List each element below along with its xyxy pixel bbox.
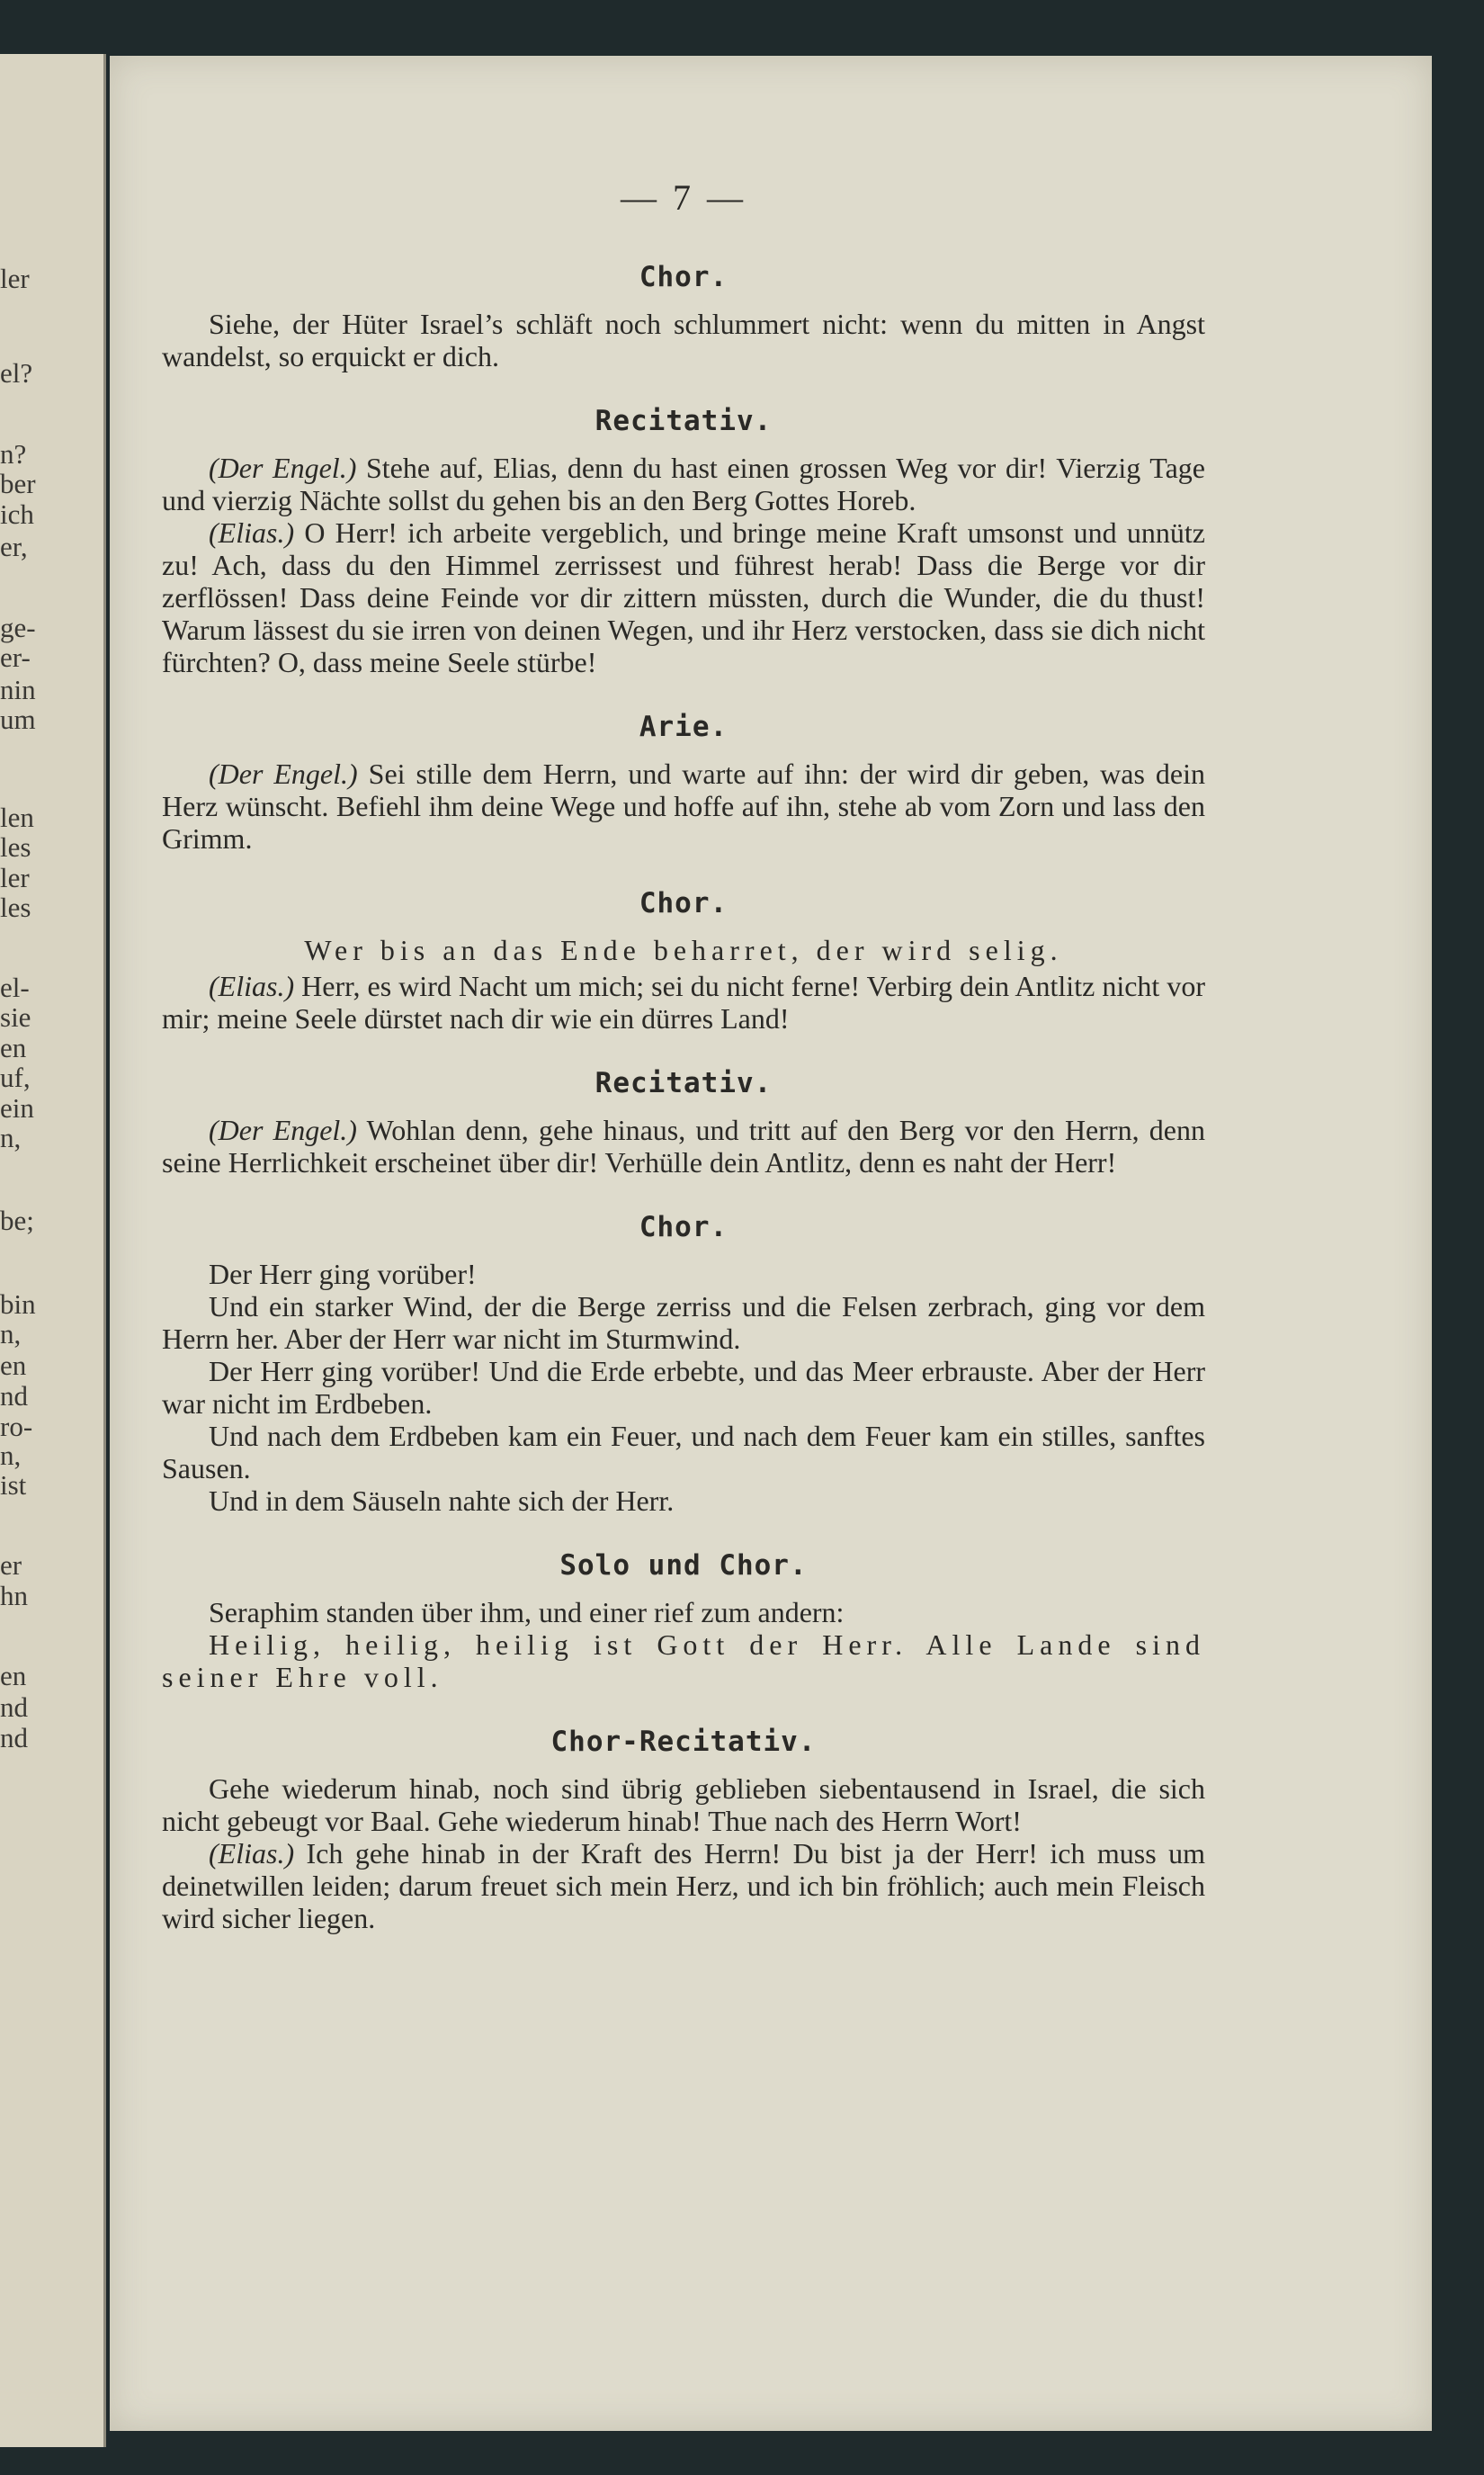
verse-paragraph <box>162 758 1205 855</box>
facing-page-fragment: um <box>0 704 36 735</box>
facing-page-fragment: nd <box>0 1691 28 1723</box>
facing-page-fragment: les <box>0 892 31 923</box>
facing-page-fragment: en <box>0 1032 27 1063</box>
verse-paragraph <box>162 308 1205 372</box>
verse-text: Stehe auf, Elias, denn du hast einen grossen Weg vor dir! Vierzig Tage und vierzig Nächte sollst du gehen bis an den Berg Gottes Horeb. <box>162 452 1206 516</box>
facing-page-edge <box>0 54 106 2447</box>
verse-text: Wer bis an das Ende beharret, der wird selig. <box>304 934 1063 966</box>
speaker-label: (Elias.) <box>209 516 295 549</box>
verse-paragraph <box>162 1420 1205 1484</box>
verse-text: O Herr! ich arbeite vergeblich, und bringe meine Kraft umsonst und unnütz zu! Ach, dass du den Himmel zerrissest und führest herab! Dass die Berge vor dir zerflössen! Dass deine Feinde vor dir zittern müssten, durch die Wunder, die du thust! Warum lässest du sie irren von deinen Wegen, und ihr Herz verstocken, dass sie dich nicht fürchten? O, dass meine Seele stürbe! <box>162 516 1205 678</box>
facing-page-fragment: be; <box>0 1205 34 1236</box>
section-heading: Solo und Chor. <box>559 1549 808 1582</box>
verse-text: Heilig, heilig, heilig ist Gott der Herr. Alle Lande sind seiner Ehre voll. <box>162 1628 1205 1693</box>
section-heading: Chor-Recitativ. <box>550 1726 817 1758</box>
verse-text: Sei stille dem Herrn, und warte auf ihn: der wird dir geben, was dein Herz wünscht. Befiehl ihm deine Wege und hoffe auf ihn, stehe ab vom Zorn und lass den Grimm. <box>162 758 1206 855</box>
speaker-label: (Der Engel.) <box>209 1114 357 1146</box>
facing-page-fragment: ler <box>0 862 30 893</box>
facing-page-fragment: ein <box>0 1092 34 1124</box>
verse-text: Ich gehe hinab in der Kraft des Herrn! Du bist ja der Herr! ich muss um deinetwillen leiden; darum freuet sich mein Herz, und ich bin fröhlich; auch mein Fleisch wird sicher liegen. <box>162 1837 1205 1934</box>
facing-page-fragment: n? <box>0 438 27 470</box>
verse-paragraph <box>162 452 1205 516</box>
facing-page-fragment: uf, <box>0 1062 31 1093</box>
facing-page-fragment: n, <box>0 1439 22 1471</box>
verse-text: Der Herr ging vorüber! <box>209 1258 477 1290</box>
verse-paragraph <box>162 1355 1205 1420</box>
verse-text: Und nach dem Erdbeben kam ein Feuer, und nach dem Feuer kam ein stilles, sanftes Sausen. <box>162 1420 1205 1484</box>
verse-text: Der Herr ging vorüber! Und die Erde erbebte, und das Meer erbrauste. Aber der Herr war nicht im Erdbeben. <box>162 1355 1205 1420</box>
verse-text: Wohlan denn, gehe hinaus, und tritt auf den Berg vor den Herrn, denn seine Herrlichkeit erscheinet über dir! Verhülle dein Antlitz, denn es naht der Herr! <box>162 1114 1206 1179</box>
facing-page-fragment: les <box>0 831 31 863</box>
facing-page-fragment: ro- <box>0 1411 33 1442</box>
facing-page-fragment: sie <box>0 1001 31 1033</box>
verse-text: Siehe, der Hüter Israel’s schläft noch schlummert nicht: wenn du mitten in Angst wandelst, so erquickt er dich. <box>162 308 1205 372</box>
verse-text: Und ein starker Wind, der die Berge zerriss und die Felsen zerbrach, ging vor dem Herrn her. Aber der Herr war nicht im Sturmwind. <box>162 1290 1205 1355</box>
facing-page-fragment: n, <box>0 1122 22 1153</box>
facing-page-fragment: ge- <box>0 612 36 643</box>
verse-paragraph <box>162 970 1205 1035</box>
facing-page-fragment: ler <box>0 263 30 294</box>
facing-page-fragment: ber <box>0 468 36 499</box>
verse-text: Und in dem Säuseln nahte sich der Herr. <box>209 1484 675 1517</box>
facing-page-fragment: er <box>0 1549 22 1581</box>
verse-paragraph <box>162 1114 1205 1179</box>
section-heading: Chor. <box>639 887 729 919</box>
facing-page-fragment: er, <box>0 531 28 562</box>
verse-paragraph <box>162 1772 1205 1837</box>
facing-page-fragment: en <box>0 1350 27 1381</box>
section-heading: Arie. <box>639 711 729 743</box>
page-number: — 7 — <box>621 177 746 218</box>
speaker-label: (Der Engel.) <box>209 758 358 790</box>
section-heading: Recitativ. <box>594 405 773 437</box>
section-heading: Chor. <box>639 261 729 293</box>
verse-paragraph <box>162 1596 1205 1628</box>
speaker-label: (Elias.) <box>209 1837 295 1870</box>
facing-page-fragment: nin <box>0 674 36 705</box>
verse-paragraph <box>162 1258 1205 1290</box>
facing-page-fragment: el? <box>0 357 33 389</box>
facing-page-fragment: ist <box>0 1469 27 1501</box>
text-column <box>162 177 1206 1934</box>
verse-paragraph <box>162 1290 1205 1355</box>
facing-page-fragment: ich <box>0 498 34 530</box>
section-heading: Recitativ. <box>594 1067 773 1099</box>
verse-paragraph <box>162 516 1205 678</box>
facing-page-fragment: er- <box>0 641 31 673</box>
facing-page-fragment: el- <box>0 972 30 1003</box>
facing-page-fragment: n, <box>0 1318 22 1350</box>
verse-text: Gehe wiederum hinab, noch sind übrig geblieben siebentausend in Israel, die sich nicht gebeugt vor Baal. Gehe wiederum hinab! Thue nach des Herrn Wort! <box>162 1772 1205 1837</box>
section-heading: Chor. <box>639 1211 729 1243</box>
verse-paragraph <box>162 934 1205 966</box>
facing-page-fragment: hn <box>0 1580 28 1611</box>
speaker-label: (Der Engel.) <box>209 452 357 484</box>
verse-paragraph <box>162 1837 1205 1934</box>
book-page <box>110 56 1432 2431</box>
facing-page-fragment: nd <box>0 1380 28 1412</box>
libretto-sections <box>162 261 1205 1934</box>
verse-paragraph <box>162 1628 1205 1693</box>
facing-page-fragment: len <box>0 802 34 833</box>
verse-paragraph <box>162 1484 1205 1517</box>
facing-page-fragment: en <box>0 1660 27 1691</box>
facing-page-fragment: bin <box>0 1288 36 1320</box>
speaker-label: (Elias.) <box>209 970 295 1002</box>
facing-page-fragment: nd <box>0 1722 28 1753</box>
verse-text: Herr, es wird Nacht um mich; sei du nicht ferne! Verbirg dein Antlitz nicht vor mir; meine Seele dürstet nach dir wie ein dürres Land! <box>162 970 1205 1035</box>
verse-text: Seraphim standen über ihm, und einer rief zum andern: <box>209 1596 845 1628</box>
